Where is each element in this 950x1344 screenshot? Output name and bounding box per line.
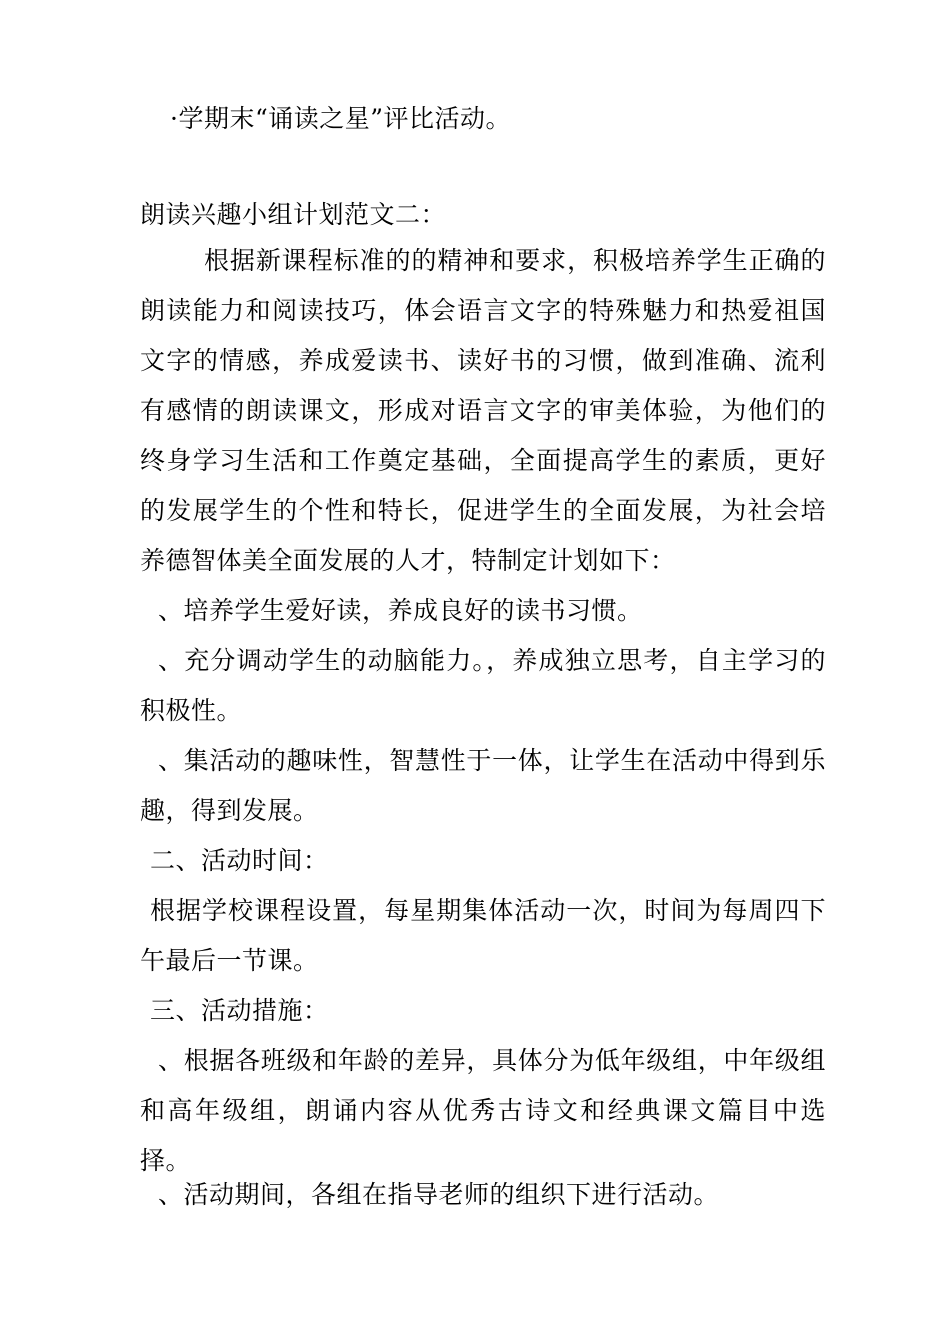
document-heading: 朗读兴趣小组计划范文二： xyxy=(140,200,447,229)
section-3-title: 三、活动措施： xyxy=(150,996,329,1025)
measure-item-1: 、根据各班级和年龄的差异，具体分为低年级组，中年级组和高年级组，朗诵内容从优秀古诗文和经典课文篇目中选择。 xyxy=(140,1046,826,1175)
goal-item-1: 、培养学生爱好读，养成良好的读书习惯。 xyxy=(158,596,643,625)
measure-item-2: 、活动期间，各组在指导老师的组织下进行活动。 xyxy=(158,1180,720,1209)
bullet-line: ·学期末“诵读之星”评比活动。 xyxy=(170,104,512,133)
goal-item-2: 、充分调动学生的动脑能力。，养成独立思考，自主学习的积极性。 xyxy=(140,646,826,725)
goal-item-3: 、集活动的趣味性，智慧性于一体，让学生在活动中得到乐趣，得到发展。 xyxy=(140,746,826,825)
intro-paragraph: 根据新课程标准的的精神和要求，积极培养学生正确的朗读能力和阅读技巧，体会语言文字的特殊魅力和热爱祖国文字的情感，养成爱读书、读好书的习惯，做到准确、流利有感情的朗读课文，形成对语言文字的审美体验，为他们的终身学习生活和工作奠定基础，全面提高学生的素质，更好的发展学生的个性和特长，促进学生的全面发展，为社会培养德智体美全面发展的人才，特制定计划如下： xyxy=(140,246,826,575)
section-2-title: 二、活动时间： xyxy=(150,846,329,875)
section-2-body: 根据学校课程设置，每星期集体活动一次，时间为每周四下午最后一节课。 xyxy=(140,896,826,975)
